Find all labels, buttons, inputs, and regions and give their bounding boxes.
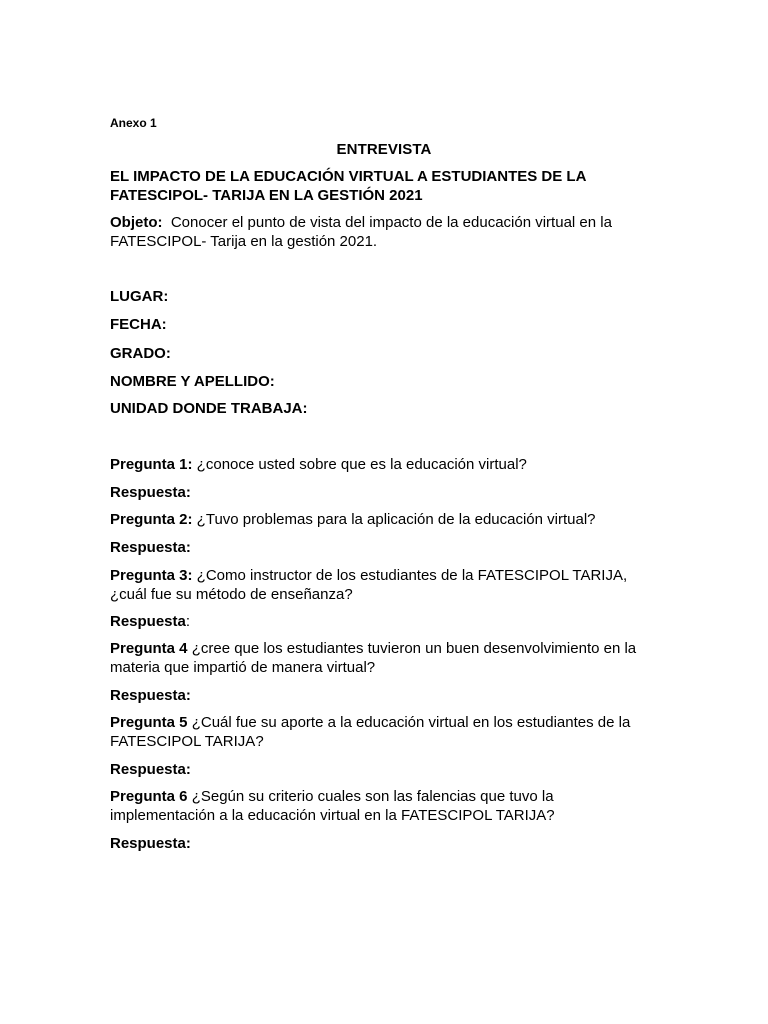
field-fecha: FECHA: xyxy=(110,316,167,333)
question-3-text-line-2: ¿cuál fue su método de enseñanza? xyxy=(110,585,353,603)
answer-6-label: Respuesta: xyxy=(110,835,191,852)
objective-label: Objeto: xyxy=(110,214,163,231)
question-4 xyxy=(110,640,670,677)
question-6-label: Pregunta 6 xyxy=(110,788,188,805)
question-5-text-line-2: FATESCIPOL TARIJA? xyxy=(110,732,264,750)
question-4-text-line-1: ¿cree que los estudiantes tuvieron un buen desenvolvimiento en la xyxy=(187,640,637,657)
objective-text-line-1: Conocer el punto de vista del impacto de la educación virtual en la xyxy=(162,214,612,231)
question-6-text-line-1: ¿Según su criterio cuales son las falencias que tuvo la xyxy=(187,788,554,805)
objective-paragraph xyxy=(110,213,670,251)
answer-1-label: Respuesta: xyxy=(110,484,191,501)
question-4-text-line-2: materia que impartió de manera virtual? xyxy=(110,658,376,676)
question-2-text: ¿Tuvo problemas para la aplicación de la educación virtual? xyxy=(192,511,596,528)
question-2 xyxy=(110,511,670,530)
question-2-label: Pregunta 2: xyxy=(110,511,193,528)
question-5-label: Pregunta 5 xyxy=(110,714,188,731)
question-1 xyxy=(110,456,670,475)
answer-3-colon: : xyxy=(185,613,191,630)
annex-label: Anexo 1 xyxy=(110,116,157,130)
question-1-label: Pregunta 1: xyxy=(110,456,193,473)
question-3 xyxy=(110,567,670,604)
subtitle-line-1: EL IMPACTO DE LA EDUCACIÓN VIRTUAL A ESTUDIANTES DE LA xyxy=(110,168,587,185)
answer-4-label: Respuesta: xyxy=(110,687,191,704)
answer-3-label: Respuesta xyxy=(110,613,186,630)
question-6 xyxy=(110,788,670,825)
answer-2-label: Respuesta: xyxy=(110,539,191,556)
subtitle-line-2: FATESCIPOL- TARIJA EN LA GESTIÓN 2021 xyxy=(110,187,423,204)
question-5-text-line-1: ¿Cuál fue su aporte a la educación virtual en los estudiantes de la xyxy=(187,714,631,731)
question-5 xyxy=(110,714,670,751)
field-nombre-apellido: NOMBRE Y APELLIDO: xyxy=(110,373,275,390)
question-3-label: Pregunta 3: xyxy=(110,567,193,584)
field-lugar: LUGAR: xyxy=(110,288,169,305)
question-4-label: Pregunta 4 xyxy=(110,640,188,657)
field-unidad-trabajo: UNIDAD DONDE TRABAJA: xyxy=(110,400,308,417)
question-3-text-line-1: ¿Como instructor de los estudiantes de la FATESCIPOL TARIJA, xyxy=(192,567,628,584)
question-1-text: ¿conoce usted sobre que es la educación virtual? xyxy=(192,456,527,473)
document-title: ENTREVISTA xyxy=(336,141,432,158)
field-grado: GRADO: xyxy=(110,345,171,362)
document-subtitle xyxy=(110,167,670,205)
objective-text-line-2: FATESCIPOL- Tarija en la gestión 2021. xyxy=(110,233,378,250)
question-6-text-line-2: implementación a la educación virtual en la FATESCIPOL TARIJA? xyxy=(110,806,555,824)
answer-3 xyxy=(110,613,190,630)
answer-5-label: Respuesta: xyxy=(110,761,191,778)
